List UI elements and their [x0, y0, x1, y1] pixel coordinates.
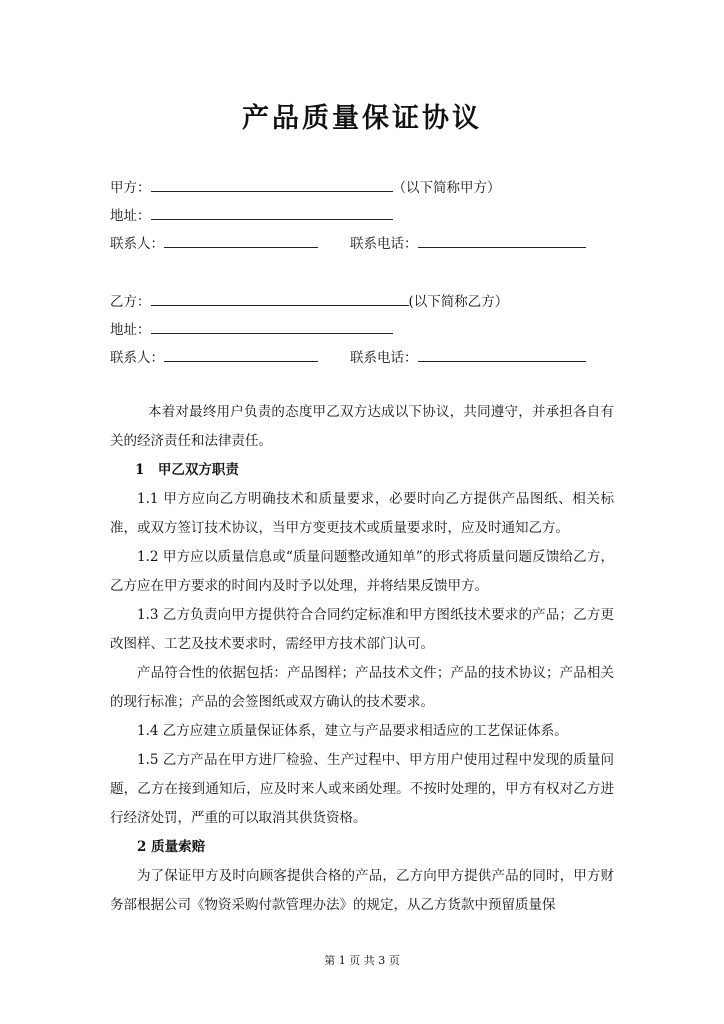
party-b-phone-field[interactable] — [418, 347, 586, 362]
party-a-contact-label: 联系人： — [110, 236, 164, 252]
party-a-row — [110, 177, 501, 198]
party-b-row — [110, 291, 508, 312]
clause-1-4: 1.4 乙方应建立质量保证体系，建立与产品要求相适应的工艺保证体系。 — [137, 723, 568, 739]
party-b-contact-row — [110, 347, 318, 368]
section-1-heading: 1 甲乙双方职责 — [135, 462, 239, 478]
clause-1-2: 1.2 甲方应以质量信息或“质量问题整改通知单”的形式将质量问题反馈给乙方，乙方应在甲方要求的时间内及时予以处理，并将结果反馈甲方。 — [110, 549, 614, 594]
page-number-footer: 第 1 页 共 3 页 — [324, 954, 400, 967]
party-b-label: 乙方： — [110, 294, 151, 310]
party-b-phone-label: 联系电话： — [350, 350, 418, 366]
clause-1-5: 1.5 乙方产品在甲方进厂检验、生产过程中、甲方用户使用过程中发现的质量问题，乙方在接到通知后，应及时来人或来函处理。不按时处理的，甲方有权对乙方进行经济处罚，严重的可以取消其供货资格。 — [110, 752, 614, 826]
party-b-suffix: (以下简称乙方） — [408, 294, 509, 310]
party-a-contact-field[interactable] — [164, 233, 318, 248]
section-2-heading: 2 质量索赔 — [137, 839, 206, 855]
party-a-address-label: 地址： — [110, 208, 151, 224]
party-b-address-label: 地址： — [110, 322, 151, 338]
party-b-phone-row — [350, 347, 586, 368]
party-a-suffix: （以下简称甲方） — [392, 180, 501, 196]
intro-paragraph: 本着对最终用户负责的态度甲乙双方达成以下协议，共同遵守，并承担各自有关的经济责任和法律责任。 — [110, 404, 614, 449]
document-title: 产品质量保证协议 — [242, 103, 482, 134]
party-a-contact-row — [110, 233, 318, 254]
party-a-phone-row — [350, 233, 586, 254]
party-b-address-field[interactable] — [151, 319, 393, 334]
clause-1-3: 1.3 乙方负责向甲方提供符合合同约定标准和甲方图纸技术要求的产品；乙方更改图样、工艺及技术要求时，需经甲方技术部门认可。 — [110, 607, 614, 652]
party-a-label: 甲方： — [110, 180, 151, 196]
party-a-name-field[interactable] — [151, 177, 393, 192]
party-a-phone-field[interactable] — [418, 233, 586, 248]
conformity-paragraph: 产品符合性的依据包括：产品图样；产品技术文件；产品的技术协议；产品相关的现行标准；产品的会签图纸或双方确认的技术要求。 — [110, 665, 614, 710]
party-a-address-row — [110, 205, 393, 226]
party-b-contact-label: 联系人： — [110, 350, 164, 366]
section-2-paragraph: 为了保证甲方及时向顾客提供合格的产品，乙方向甲方提供产品的同时，甲方财务部根据公司《物资采购付款管理办法》的规定，从乙方货款中预留质量保 — [110, 868, 614, 913]
party-a-address-field[interactable] — [151, 205, 393, 220]
party-a-phone-label: 联系电话： — [350, 236, 418, 252]
clause-1-1: 1.1 甲方应向乙方明确技术和质量要求，必要时向乙方提供产品图纸、相关标准，或双方签订技术协议，当甲方变更技术或质量要求时，应及时通知乙方。 — [110, 491, 614, 536]
party-b-name-field[interactable] — [151, 291, 409, 306]
party-b-contact-field[interactable] — [164, 347, 318, 362]
party-b-address-row — [110, 319, 393, 340]
